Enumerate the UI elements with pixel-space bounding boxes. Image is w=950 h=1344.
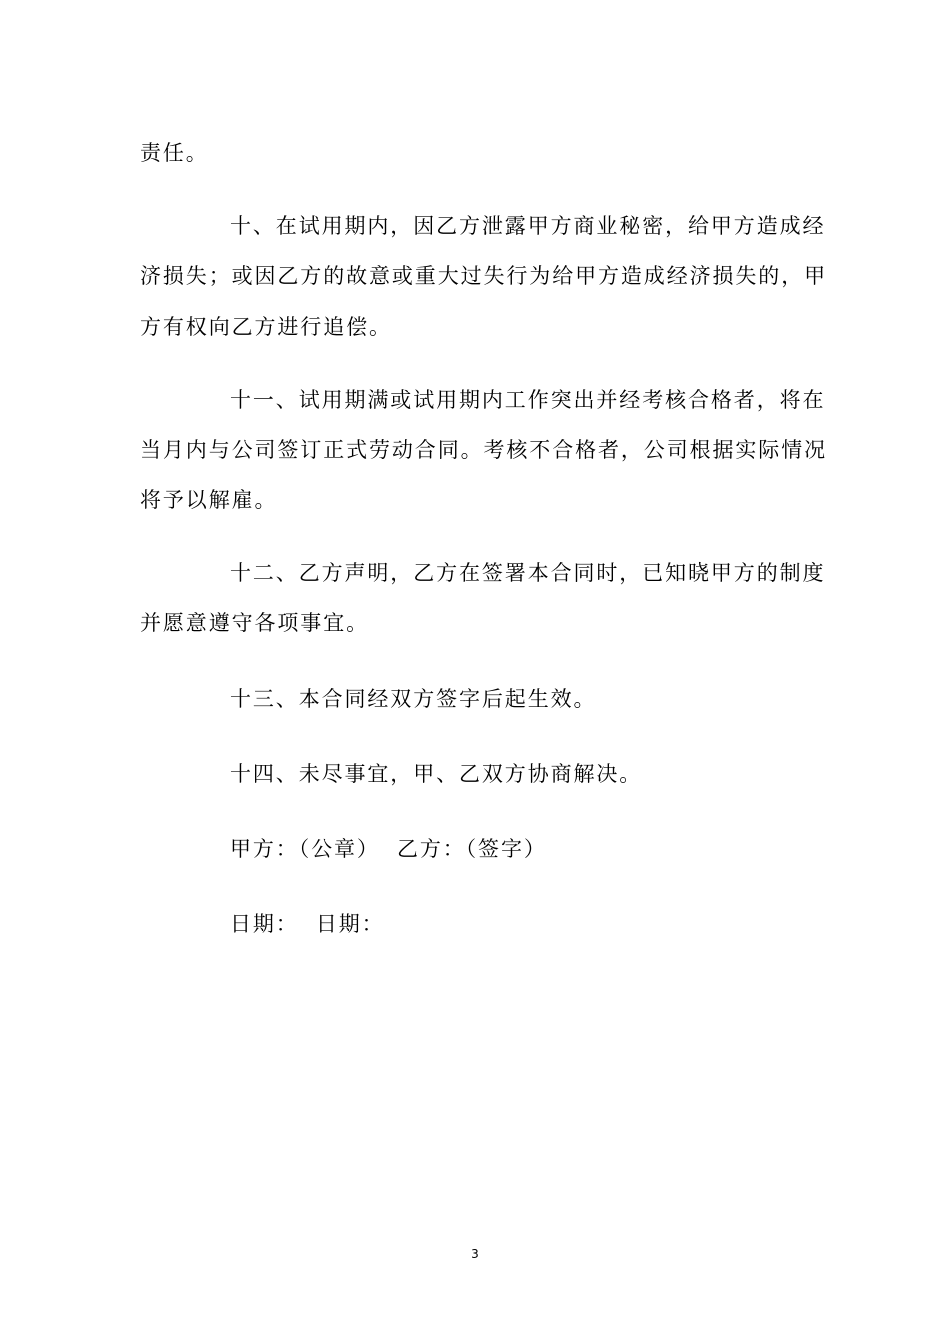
clause-12-line-1: 十二、乙方声明，乙方在签署本合同时，已知晓甲方的制度 (230, 561, 826, 585)
paragraph-line: 责任。 (140, 141, 209, 165)
date-line: 日期： 日期： (230, 912, 385, 936)
clause-12-line-2: 并愿意遵守各项事宜。 (140, 611, 369, 635)
page-number: 3 (471, 1247, 479, 1261)
clause-11-line-3: 将予以解雇。 (140, 488, 278, 512)
clause-11-line-1: 十一、试用期满或试用期内工作突出并经考核合格者，将在 (230, 388, 826, 412)
clause-14: 十四、未尽事宜，甲、乙双方协商解决。 (230, 762, 643, 786)
clause-13: 十三、本合同经双方签字后起生效。 (230, 687, 597, 711)
clause-10-line-3: 方有权向乙方进行追偿。 (140, 315, 392, 339)
clause-11-line-2: 当月内与公司签订正式劳动合同。考核不合格者，公司根据实际情况 (140, 438, 827, 462)
signature-line: 甲方：（公章） 乙方：（签字） (230, 837, 547, 861)
clause-10-line-2: 济损失；或因乙方的故意或重大过失行为给甲方造成经济损失的，甲 (140, 264, 827, 288)
clause-10-line-1: 十、在试用期内，因乙方泄露甲方商业秘密，给甲方造成经 (230, 214, 826, 238)
